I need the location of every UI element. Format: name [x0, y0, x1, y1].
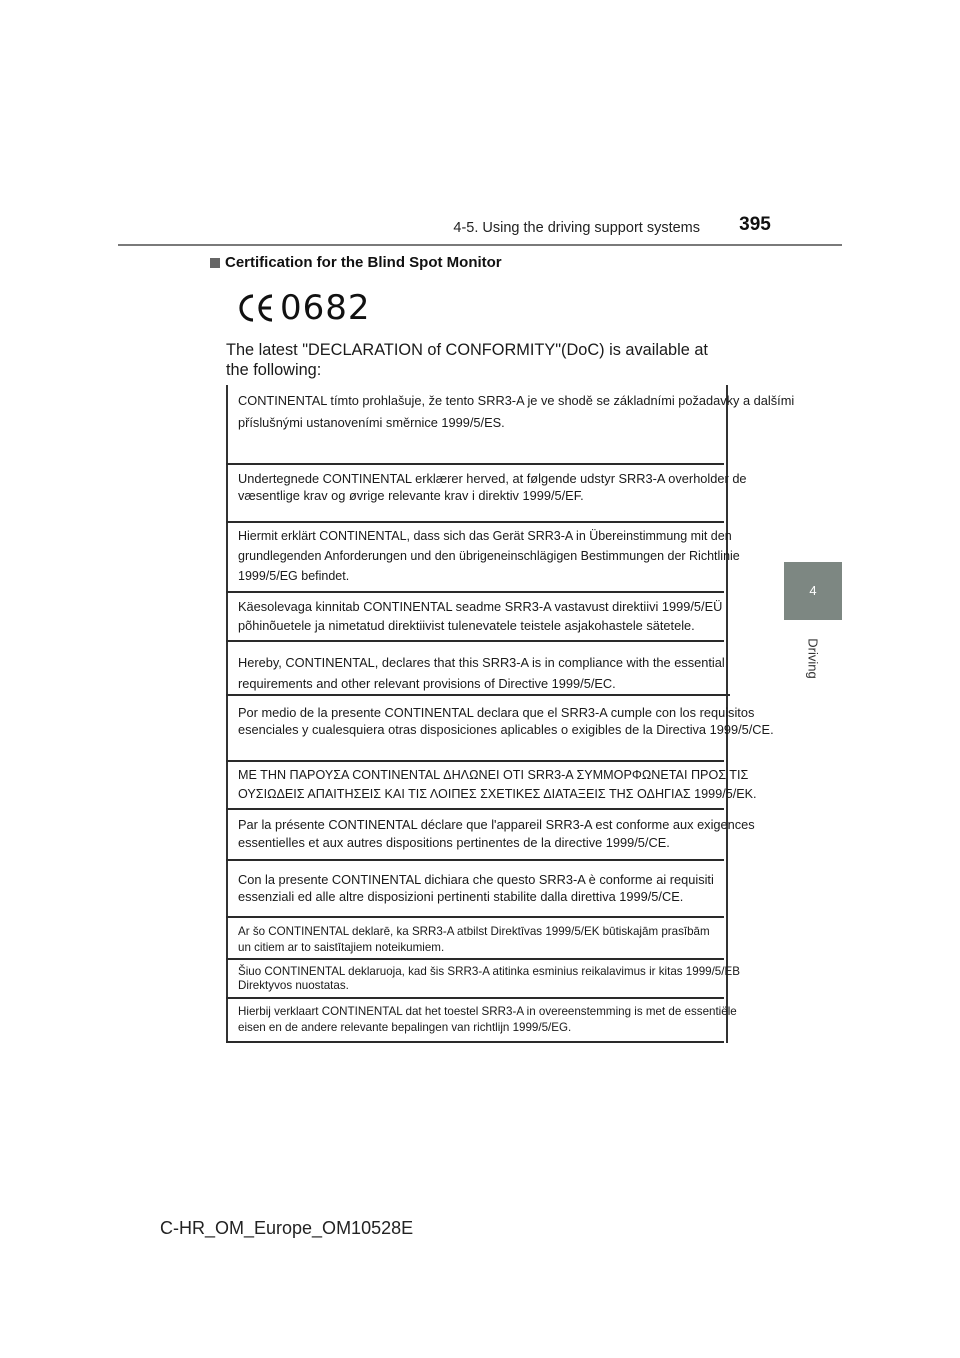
box-divider: [226, 640, 724, 642]
declaration-line: Con la presente CONTINENTAL dichiara che questo SRR3-A è conforme ai requisiti: [238, 872, 714, 887]
declaration-line: příslušnými ustanoveními směrnice 1999/5/ES.: [238, 415, 505, 430]
cert-heading-text: Certification for the Blind Spot Monitor: [225, 254, 502, 271]
box-divider: [226, 1041, 724, 1043]
box-divider: [226, 694, 730, 696]
declaration-line: CONTINENTAL tímto prohlašuje, že tento SRR3-A je ve shodě se základními požadavky a dalšími: [238, 393, 795, 408]
box-divider: [226, 958, 724, 960]
declaration-line: Direktyvos nuostatas.: [238, 979, 349, 992]
ce-mark-icon: [236, 290, 278, 326]
declaration-line: põhinõuetele ja nimetatud direktiivist tulenevatele teistele asjakohastele sätetele.: [238, 618, 695, 633]
box-divider: [226, 859, 724, 861]
declaration-line: essenziali ed alle altre disposizioni pertinenti stabilite dalla direttiva 1999/5/CE.: [238, 889, 684, 904]
declaration-line: requirements and other relevant provisions of Directive 1999/5/EC.: [238, 676, 616, 691]
section-title: 4-5. Using the driving support systems: [453, 220, 700, 236]
square-bullet-icon: [210, 258, 220, 268]
box-divider: [226, 760, 724, 762]
ce-mark: [236, 286, 371, 330]
box-divider: [226, 521, 724, 523]
box-divider: [226, 463, 724, 465]
declaration-line: eisen en de andere relevante bepalingen van richtlijn 1999/5/EG.: [238, 1021, 572, 1034]
declaration-line: Hierbij verklaart CONTINENTAL dat het toestel SRR3-A in overeenstemming is met de essentiële: [238, 1005, 737, 1018]
declaration-box: [226, 385, 795, 1043]
declaration-line: Hereby, CONTINENTAL, declares that this SRR3-A is in compliance with the essential: [238, 655, 725, 670]
chapter-tab[interactable]: 4: [784, 562, 842, 620]
ce-mark-number: 0682: [280, 288, 371, 328]
box-divider: [226, 591, 724, 593]
declaration-line: essentielles et aux autres dispositions pertinentes de la directive 1999/5/CE.: [238, 835, 670, 850]
box-divider: [226, 916, 724, 918]
declaration-line: Šiuo CONTINENTAL deklaruoja, kad šis SRR3-A atitinka esminius reikalavimus ir kitas 1999/5/EB: [238, 965, 740, 978]
declaration-line: un citiem ar to saistītajiem noteikumiem.: [238, 941, 445, 954]
cert-heading: [210, 254, 502, 271]
declaration-line: Käesolevaga kinnitab CONTINENTAL seadme SRR3-A vastavust direktiivi 1999/5/EÜ: [238, 599, 723, 614]
declaration-line: Por medio de la presente CONTINENTAL declara que el SRR3-A cumple con los requisitos: [238, 705, 755, 720]
declaration-line: 1999/5/EG befindet.: [238, 569, 350, 583]
declaration-line: Hiermit erklärt CONTINENTAL, dass sich das Gerät SRR3-A in Übereinstimmung mit den: [238, 529, 732, 543]
declaration-line: væsentlige krav og øvrige relevante krav i direktiv 1999/5/EF.: [238, 488, 584, 503]
box-divider: [226, 808, 724, 810]
declaration-line: Ar šo CONTINENTAL deklarē, ka SRR3-A atbilst Direktīvas 1999/5/EK būtiskajām prasībām: [238, 925, 710, 938]
declaration-line: ΜΕ ΤΗΝ ΠΑΡΟΥΣΑ CONTINENTAL ΔΗΛΩΝΕΙ ΟΤΙ SRR3-A ΣΥΜΜΟΡΦΩΝΕΤΑΙ ΠΡΟΣ ΤΙΣ: [238, 768, 749, 782]
box-divider: [226, 997, 724, 999]
document-code: C-HR_OM_Europe_OM10528E: [160, 1218, 414, 1238]
chapter-label: Driving: [805, 637, 821, 679]
doc-availability-sentence: The latest "DECLARATION of CONFORMITY"(DoC) is available at the following:: [226, 340, 708, 379]
header-rule: [118, 244, 842, 246]
page-number: 395: [739, 214, 771, 235]
declaration-line: Undertegnede CONTINENTAL erklærer herved, at følgende udstyr SRR3-A overholder de: [238, 471, 747, 486]
declaration-line: esenciales y cualesquiera otras disposiciones aplicables o exigibles de la Directiva 1999/5/CE.: [238, 722, 774, 737]
declaration-line: grundlegenden Anforderungen und den übrigeneinschlägigen Bestimmungen der Richtlinie: [238, 549, 740, 563]
declaration-line: Par la présente CONTINENTAL déclare que l'appareil SRR3-A est conforme aux exigences: [238, 817, 755, 832]
declaration-line: ΟΥΣΙΩΔΕΙΣ ΑΠΑΙΤΗΣΕΙΣ ΚΑΙ ΤΙΣ ΛΟΙΠΕΣ ΣΧΕΤΙΚΕΣ ΔΙΑΤΑΞΕΙΣ ΤΗΣ ΟΔΗΓΙΑΣ 1999/5/ΕΚ.: [238, 787, 757, 801]
